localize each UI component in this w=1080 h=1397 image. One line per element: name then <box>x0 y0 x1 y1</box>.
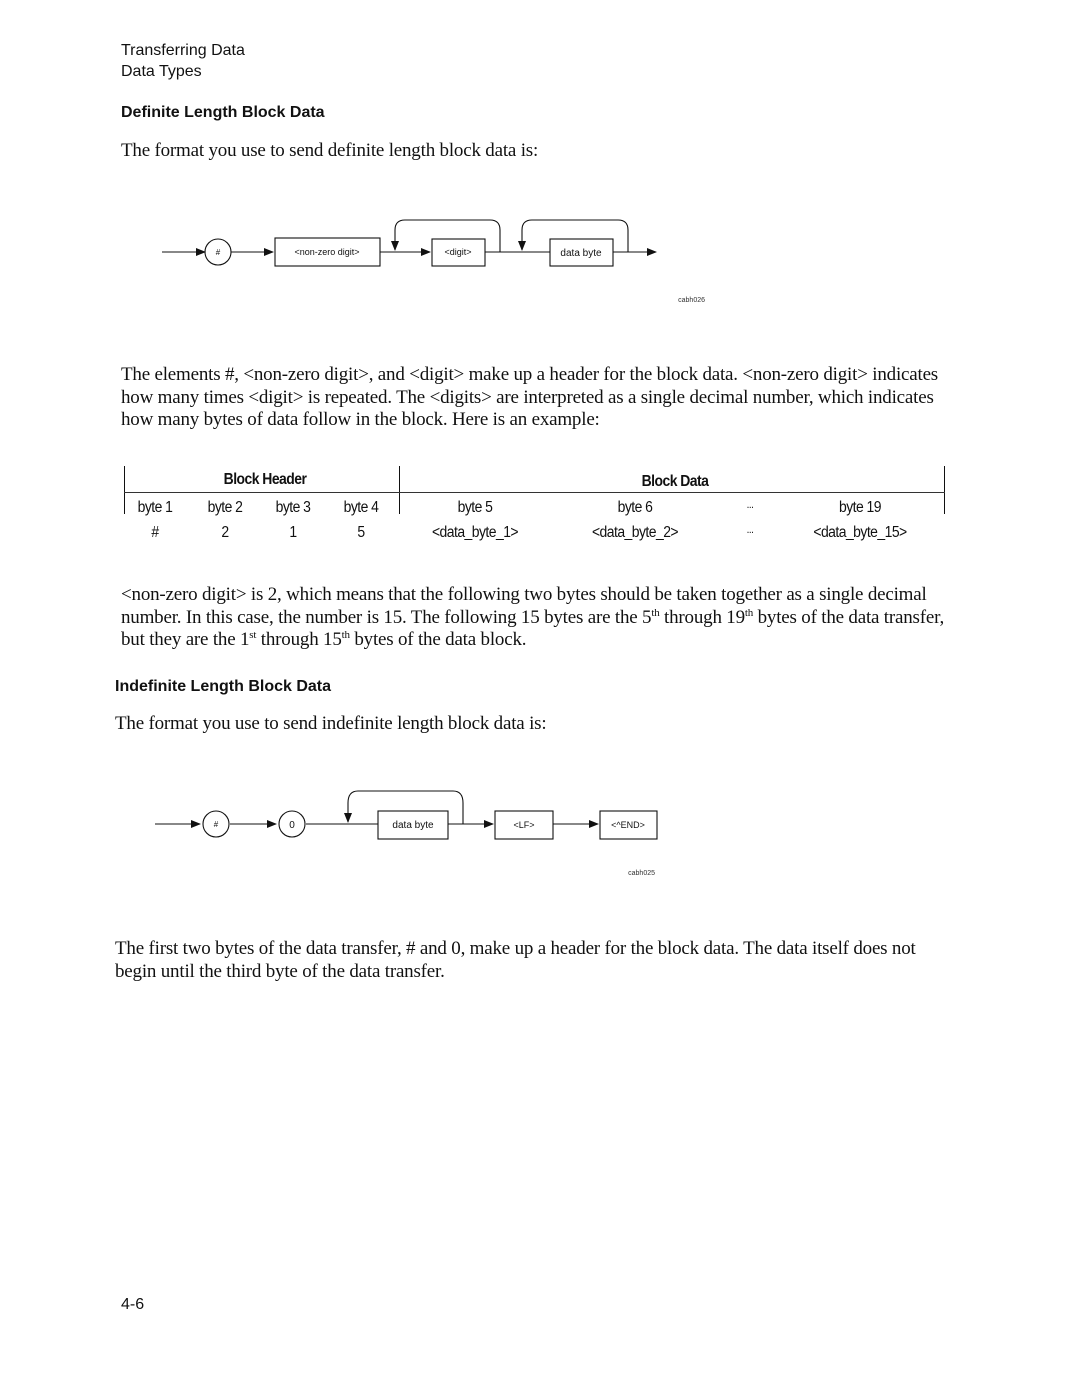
definite-syntax-diagram <box>150 210 730 320</box>
definite-followup <box>121 584 951 652</box>
diagram-node-data-byte: data byte <box>392 820 434 831</box>
superscript: th <box>651 606 660 619</box>
text-run: <non-zero digit> is 2, which means that the following two bytes should be taken together as a single decimal number. In this case, the number is 15. The following 15 bytes are the 5 <box>121 584 927 628</box>
byte-label: byte 2 <box>207 499 243 516</box>
figure-id: cabh025 <box>628 870 655 877</box>
page-number: 4-6 <box>121 1296 145 1313</box>
diagram-node-zero: 0 <box>289 820 295 831</box>
byte-label: byte 5 <box>457 499 493 516</box>
byte-value: <data_byte_2> <box>591 524 679 541</box>
diagram-node-lf: <LF> <box>513 820 535 830</box>
byte-value: 2 <box>221 524 229 541</box>
text-run: through 19 <box>659 606 745 628</box>
ellipsis: ... <box>746 524 754 536</box>
byte-label: byte 6 <box>617 499 653 516</box>
byte-label: byte 4 <box>343 499 379 516</box>
byte-value: 1 <box>289 524 297 541</box>
byte-value: <data_byte_1> <box>431 524 519 541</box>
indefinite-explanation: The first two bytes of the data transfer, # and 0, make up a header for the block data. The data itself does not begin until the third byte of the data transfer. <box>115 938 916 982</box>
figure-id: cabh026 <box>678 297 705 304</box>
text-run: bytes of the data transfer, but they are the 1 <box>121 606 945 650</box>
text-run: bytes of the data block. <box>349 629 527 650</box>
byte-label: byte 3 <box>275 499 311 516</box>
running-head-chapter: Transferring Data <box>121 42 245 59</box>
ellipsis: ... <box>746 499 754 511</box>
running-head-section: Data Types <box>121 63 202 80</box>
group-header-block-header: Block Header <box>223 471 307 488</box>
byte-label: byte 19 <box>839 499 881 516</box>
text-run: through 15 <box>256 629 342 650</box>
superscript: th <box>341 629 350 641</box>
diagram-node-hash: # <box>215 248 221 257</box>
heading-indefinite-length: Indefinite Length Block Data <box>115 678 332 695</box>
diagram-node-hash: # <box>213 820 219 829</box>
indefinite-intro: The format you use to send indefinite length block data is: <box>115 713 547 734</box>
byte-value: # <box>151 524 159 541</box>
diagram-node-non-zero-digit: <non-zero digit> <box>294 247 360 257</box>
definite-intro: The format you use to send definite length block data is: <box>121 140 539 161</box>
indefinite-syntax-diagram <box>150 775 680 885</box>
diagram-node-end: <^END> <box>611 820 645 830</box>
superscript: th <box>744 606 754 619</box>
heading-definite-length: Definite Length Block Data <box>121 104 325 121</box>
running-head <box>121 40 245 82</box>
superscript: st <box>249 629 257 641</box>
block-example-table <box>115 462 955 557</box>
byte-value: 5 <box>357 524 365 541</box>
definite-explanation: The elements #, <non-zero digit>, and <digit> make up a header for the block data. <non-zero digit> indicates how many times <digit> is repeated. The <digits> are interpreted as a single decimal number, which indicates how many bytes of data follow in the block. Here is an example: <box>121 364 939 430</box>
diagram-node-digit: <digit> <box>444 247 472 257</box>
diagram-node-data-byte: data byte <box>560 248 602 259</box>
byte-value: <data_byte_15> <box>813 524 907 541</box>
group-header-block-data: Block Data <box>641 473 709 490</box>
byte-label: byte 1 <box>137 499 173 516</box>
